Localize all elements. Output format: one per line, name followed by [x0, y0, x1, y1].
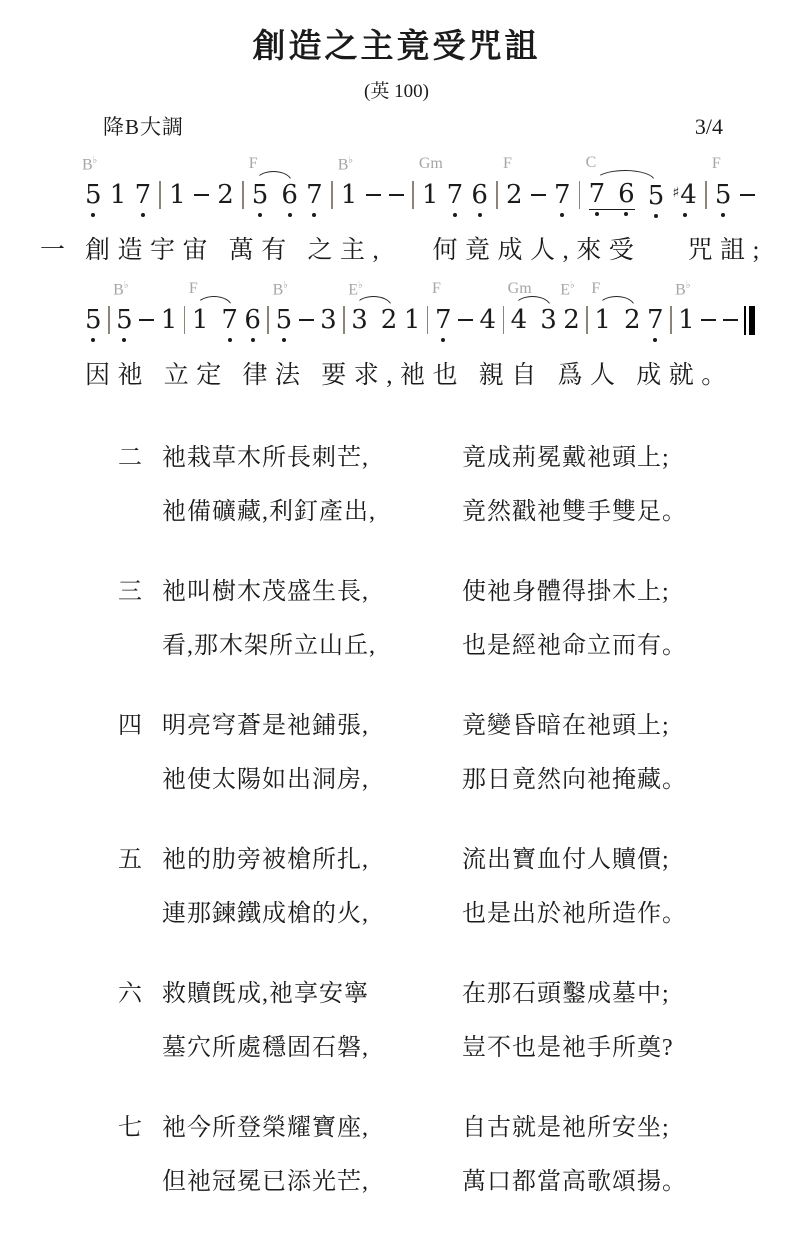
jianpu-note	[647, 306, 664, 334]
stanza-half-line-right: 豈不也是祂手所奠?	[462, 1035, 674, 1061]
stanza-half-line-left: 祂栽草木所長刺芒,	[162, 445, 369, 471]
stanza-line	[118, 699, 793, 753]
stanza-half-line-left: 祂的肋旁被槍所扎,	[162, 847, 369, 873]
flat-icon: ♭	[283, 280, 288, 291]
chord-label: E♭	[348, 280, 363, 299]
lyric-text: 創造宇宙 萬有 之主, 何竟成人,來受 咒詛;	[85, 237, 767, 264]
jianpu-note	[82, 155, 102, 210]
jianpu-note	[648, 182, 665, 210]
jianpu-note	[351, 306, 368, 334]
jianpu-note	[511, 306, 528, 334]
low-octave-dot	[721, 213, 725, 217]
hymn-title: 創造之主竟受咒詛	[252, 29, 541, 65]
barline	[267, 306, 269, 334]
barline	[331, 181, 333, 209]
barline	[670, 306, 672, 334]
stanza-number: 五	[118, 847, 142, 873]
final-barline	[744, 306, 755, 335]
slurred-note-group	[188, 280, 238, 335]
low-octave-dot	[288, 213, 292, 217]
note-digit: 4	[680, 180, 697, 210]
note-digit: 1	[160, 305, 178, 335]
jianpu-note	[480, 306, 497, 334]
jianpu-note	[169, 181, 186, 209]
stanza-line	[118, 1101, 793, 1155]
duration-dash	[723, 319, 738, 321]
stanza	[118, 699, 793, 807]
low-octave-dot	[653, 338, 657, 342]
stanza-half-line-right: 也是經祂命立而有。	[462, 633, 687, 659]
stanza-number: 七	[118, 1115, 142, 1141]
jianpu-note	[217, 181, 234, 209]
jianpu-note	[589, 180, 606, 208]
stanza-number: 二	[118, 445, 142, 471]
slurred-note-group	[348, 280, 398, 335]
barline	[579, 181, 581, 209]
stanza-number: 一	[40, 237, 66, 264]
note-digit: 5	[275, 305, 293, 335]
jianpu-note	[672, 181, 696, 209]
flat-icon: ♭	[92, 155, 98, 166]
stanza-half-line-left: 墓穴所處穩固石磐,	[162, 1035, 369, 1061]
stanza	[118, 1101, 793, 1209]
jianpu-note	[560, 280, 580, 335]
low-octave-dot	[441, 338, 445, 342]
jianpu-note	[618, 180, 635, 208]
stanza-half-line-left: 明亮穹蒼是祂鋪張,	[162, 713, 369, 739]
low-octave-dot	[453, 213, 457, 217]
chord-label: F	[591, 280, 601, 297]
note-digit: 7	[446, 180, 464, 210]
jianpu-note	[554, 181, 571, 209]
final-bar-thick	[749, 306, 755, 335]
barline	[705, 181, 707, 209]
stanza-half-line-left: 但祂冠冕已添光芒,	[162, 1169, 369, 1195]
duration-dash	[458, 319, 473, 321]
jianpu-note	[135, 181, 152, 209]
note-digit: 7	[221, 305, 238, 335]
stanza-line	[118, 485, 793, 539]
stanza-number: 三	[118, 579, 142, 605]
note-digit: 1	[191, 305, 209, 335]
stanza-number: 四	[118, 713, 142, 739]
barline	[108, 306, 110, 334]
stanza-line	[118, 1155, 793, 1209]
jianpu-note	[540, 306, 557, 334]
barline	[496, 181, 498, 209]
note-digit: 7	[647, 305, 664, 335]
jianpu-note	[110, 181, 127, 209]
jianpu-note	[447, 181, 464, 209]
note-digit: 7	[134, 180, 152, 210]
barline	[343, 306, 345, 334]
stanza-line	[118, 1021, 793, 1075]
stanza-line	[118, 887, 793, 941]
low-octave-dot	[251, 338, 255, 342]
stanza-half-line-left: 救贖旣成,祂享安寧	[162, 981, 369, 1007]
jianpu-note	[252, 181, 269, 209]
chord-label: F	[188, 280, 198, 297]
chord-label: F	[502, 155, 512, 172]
low-octave-dot	[91, 213, 95, 217]
jianpu-note	[244, 306, 261, 334]
stanza-half-line-left: 看,那木架所立山丘,	[162, 633, 376, 659]
duration-dash	[139, 319, 154, 321]
jianpu-line-2	[85, 280, 755, 340]
chord-label: E♭	[560, 280, 575, 299]
chord-label: F	[711, 155, 721, 172]
jianpu-note	[502, 155, 523, 210]
barline	[242, 181, 244, 209]
low-octave-dot	[141, 213, 145, 217]
chord-label: F	[248, 155, 258, 172]
jianpu-note	[594, 306, 611, 334]
chord-label: Gm	[507, 280, 532, 297]
duration-dash	[389, 194, 404, 196]
note-digit: 4	[479, 305, 497, 335]
barline	[427, 306, 429, 334]
stanza-half-line-right: 竟變昏暗在祂頭上;	[462, 713, 670, 739]
low-octave-dot	[312, 213, 316, 217]
flat-icon: ♭	[685, 280, 691, 291]
jianpu-line-1	[82, 154, 755, 215]
note-digit: 7	[434, 305, 452, 335]
note-digit: 4	[510, 305, 528, 335]
key-signature: 降B大調	[103, 115, 185, 139]
low-octave-dot	[122, 338, 126, 342]
note-digit: 5	[647, 181, 665, 211]
low-octave-dot	[595, 212, 599, 216]
note-digit: 5	[116, 305, 133, 335]
low-octave-dot	[282, 338, 286, 342]
note-digit: 1	[421, 180, 439, 210]
note-digit: 5	[85, 180, 102, 210]
stanza-list	[118, 431, 793, 1209]
jianpu-note	[306, 181, 323, 209]
note-digit: 2	[217, 180, 234, 210]
note-digit: 1	[594, 305, 611, 335]
stanza-line	[118, 565, 793, 619]
stanza-half-line-left: 祂備礦藏,利釘產出,	[162, 499, 376, 525]
lyric-line-1	[40, 230, 793, 266]
low-octave-dot	[624, 212, 628, 216]
stanza-half-line-right: 也是出於祂所造作。	[462, 901, 687, 927]
eighth-beam	[589, 180, 635, 210]
barline	[412, 181, 414, 209]
stanza-half-line-right: 竟然戳祂雙手雙足。	[462, 499, 687, 525]
stanza-line	[118, 967, 793, 1021]
final-bar-thin	[744, 306, 746, 335]
low-octave-dot	[91, 338, 95, 342]
stanza-line	[118, 619, 793, 673]
jianpu-note	[161, 306, 178, 334]
hymn-index-reference: (英 100)	[364, 81, 429, 102]
note-digit: 6	[244, 305, 261, 335]
stanza-half-line-right: 自古就是祂所安坐;	[462, 1115, 670, 1141]
duration-dash	[701, 319, 716, 321]
low-octave-dot	[560, 213, 564, 217]
low-octave-dot	[228, 338, 232, 342]
sharp-icon: ♯	[672, 185, 680, 201]
barline	[503, 306, 505, 334]
low-octave-dot	[683, 213, 687, 217]
jianpu-note	[675, 280, 695, 335]
note-digit: 1	[169, 180, 186, 210]
stanza-half-line-right: 在那石頭鑿成墓中;	[462, 981, 670, 1007]
note-digit: 1	[109, 180, 127, 210]
jianpu-note	[221, 306, 238, 334]
stanza-line	[118, 833, 793, 887]
low-octave-dot	[258, 213, 262, 217]
slurred-note-group	[591, 280, 641, 335]
chord-label: F	[431, 280, 441, 297]
stanza-half-line-left: 祂今所登榮耀寶座,	[162, 1115, 369, 1141]
low-octave-dot	[478, 213, 482, 217]
jianpu-note	[471, 181, 488, 209]
stanza-half-line-left: 祂使太陽如出洞房,	[162, 767, 369, 793]
lyric-text: 因祂 立定 律法 要求,祂也 親自 爲人 成就。	[85, 362, 734, 389]
flat-icon: ♭	[348, 155, 354, 166]
chord-label: B♭	[82, 155, 98, 174]
slurred-note-group	[248, 155, 298, 210]
jianpu-note	[281, 181, 298, 209]
note-digit: 5	[85, 305, 102, 335]
jianpu-note	[320, 306, 337, 334]
jianpu-note	[624, 306, 641, 334]
jianpu-note	[418, 155, 443, 210]
note-digit: 3	[320, 305, 337, 335]
chord-label: Gm	[418, 155, 443, 172]
note-digit: 6	[618, 179, 635, 209]
note-digit: 5	[251, 180, 269, 210]
note-digit: 5	[714, 180, 732, 210]
stanza	[118, 565, 793, 673]
meta-row	[103, 111, 723, 141]
stanza	[118, 431, 793, 539]
duration-dash	[740, 194, 755, 196]
stanza-half-line-right: 流出寶血付人贖價;	[462, 847, 670, 873]
barline	[184, 306, 186, 334]
stanza-half-line-right: 那日竟然向祂掩藏。	[462, 767, 687, 793]
note-digit: 1	[403, 305, 421, 335]
stanza-half-line-left: 連那鍊鐵成槍的火,	[162, 901, 369, 927]
note-digit: 2	[505, 180, 523, 210]
stanza-half-line-right: 萬口都當高歌頌揚。	[462, 1169, 687, 1195]
flat-icon: ♭	[570, 280, 575, 291]
note-digit: 1	[340, 180, 358, 210]
music-system-1	[82, 145, 755, 215]
duration-dash	[194, 194, 209, 196]
jianpu-note	[381, 306, 398, 334]
note-digit: 7	[306, 180, 323, 210]
slurred-note-group	[585, 154, 665, 211]
jianpu-note	[431, 280, 452, 335]
jianpu-note	[113, 280, 133, 335]
jianpu-note	[337, 155, 358, 210]
chord-label: B♭	[272, 280, 288, 299]
lyric-line-2	[40, 355, 793, 391]
jianpu-note	[272, 280, 293, 335]
music-system-2	[85, 270, 755, 340]
note-digit: 6	[471, 180, 488, 210]
time-signature: 3/4	[694, 114, 723, 139]
barline	[586, 306, 588, 334]
flat-icon: ♭	[358, 280, 363, 291]
jianpu-note	[192, 306, 209, 334]
jianpu-note	[404, 306, 421, 334]
stanza	[118, 833, 793, 941]
stanza-line	[118, 431, 793, 485]
note-digit: 2	[380, 305, 398, 335]
stanza-number: 六	[118, 981, 142, 1007]
note-digit: 1	[678, 305, 695, 335]
duration-dash	[531, 194, 546, 196]
chord-label: C	[585, 154, 597, 171]
chord-label: B♭	[113, 280, 129, 299]
duration-dash	[366, 194, 381, 196]
stanza-line	[118, 753, 793, 807]
stanza	[118, 967, 793, 1075]
low-octave-dot	[654, 214, 658, 218]
note-digit: 7	[588, 179, 606, 209]
jianpu-note	[711, 155, 732, 210]
note-digit: 6	[281, 180, 298, 210]
jianpu-note	[85, 306, 102, 334]
note-digit: 2	[563, 305, 580, 335]
chord-label: B♭	[675, 280, 691, 299]
stanza-half-line-left: 祂叫樹木茂盛生長,	[162, 579, 369, 605]
note-digit: 3	[540, 305, 557, 335]
duration-dash	[299, 319, 314, 321]
stanza-half-line-right: 使祂身體得掛木上;	[462, 579, 670, 605]
chord-label: B♭	[337, 155, 354, 174]
note-digit: 2	[623, 305, 641, 335]
stanza-half-line-right: 竟成荊冕戴祂頭上;	[462, 445, 670, 471]
slurred-note-group	[507, 280, 557, 335]
note-digit: 7	[554, 180, 571, 210]
flat-icon: ♭	[123, 280, 129, 291]
note-digit: 3	[351, 305, 368, 335]
barline	[159, 181, 161, 209]
